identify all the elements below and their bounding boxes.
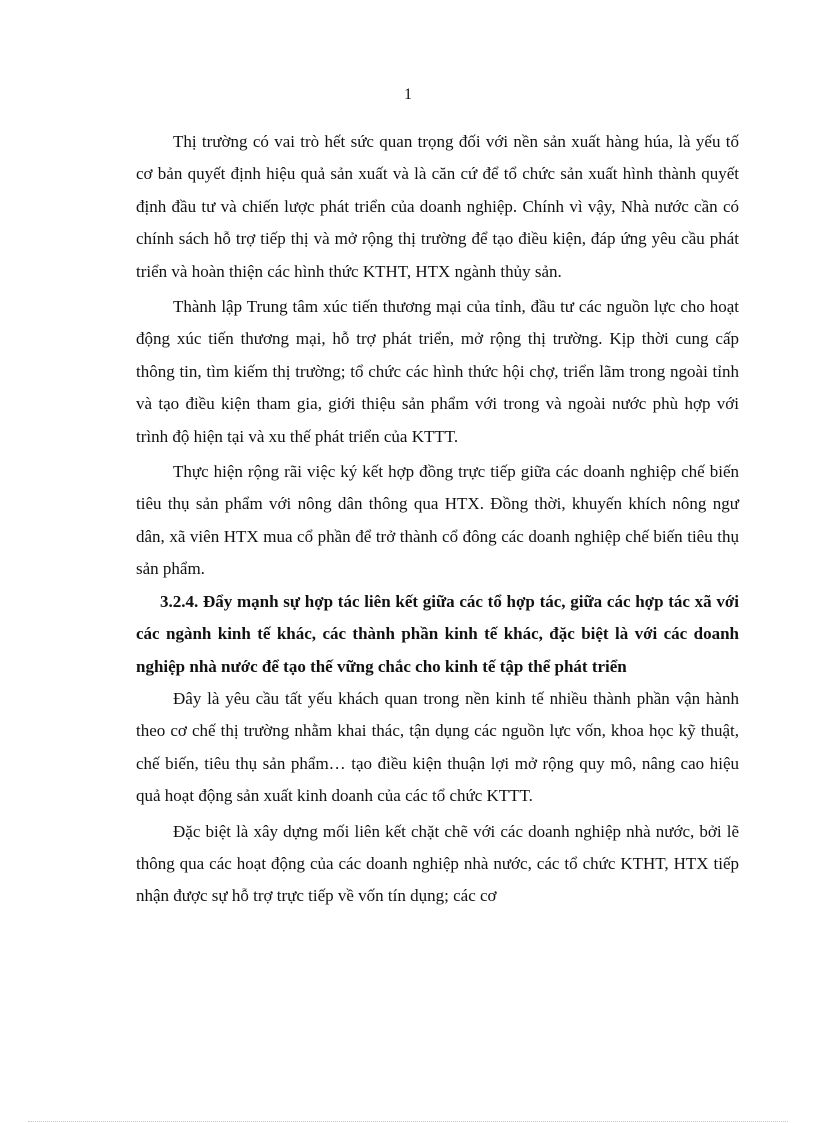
paragraph-trade-promotion: Thành lập Trung tâm xúc tiến thương mại của tỉnh, đầu tư các nguồn lực cho hoạt động xúc tiến thương mại, hỗ trợ phát triển, mở rộng thị trường. Kịp thời cung cấp thông tin, tìm kiếm thị trường; tổ chức các hình thức hội chợ, triển lãm trong ngoài tỉnh và tạo điều kiện tham gia, giới thiệu sản phẩm với trong và ngoài nước phù hợp với trình độ hiện tại và xu thế phát triển của KTTT.	[136, 297, 739, 446]
section-heading-3-2-4: 3.2.4. Đẩy mạnh sự hợp tác liên kết giữa các tổ hợp tác, giữa các hợp tác xã với các ngành kinh tế khác, các thành phần kinh tế khác, đặc biệt là với các doanh nghiệp nhà nước để tạo thế vững chắc cho kinh tế tập thể phát triển	[136, 591, 739, 676]
paragraph-market-role: Thị trường có vai trò hết sức quan trọng đối với nền sản xuất hàng húa, là yếu tố cơ bản quyết định hiệu quả sản xuất và là căn cứ để tổ chức sản xuất hình thành quyết định đầu tư và chiến lược phát triển của doanh nghiệp. Chính vì vậy, Nhà nước cần có chính sách hỗ trợ tiếp thị và mở rộng thị trường để tạo điều kiện, đáp ứng yêu cầu phát triển và hoàn thiện các hình thức KTHT, HTX ngành thủy sản.	[136, 132, 739, 281]
document-body	[136, 126, 739, 913]
paragraph-objective-requirement: Đây là yêu cầu tất yếu khách quan trong nền kinh tế nhiều thành phần vận hành theo cơ chế thị trường nhằm khai thác, tận dụng các nguồn lực vốn, khoa học kỹ thuật, chế biến, tiêu thụ sản phẩm… tạo điều kiện thuận lợi mở rộng quy mô, nâng cao hiệu quả hoạt động sản xuất kinh doanh của các tổ chức KTTT.	[136, 688, 739, 806]
page-bottom-divider	[28, 1121, 788, 1122]
paragraph-state-enterprise-links: Đặc biệt là xây dựng mối liên kết chặt chẽ với các doanh nghiệp nhà nước, bởi lẽ thông qua các hoạt động của các doanh nghiệp nhà nước, các tổ chức KTHT, HTX tiếp nhận được sự hỗ trợ trực tiếp về vốn tín dụng; các cơ	[136, 821, 739, 906]
paragraph-contract-signing: Thực hiện rộng rãi việc ký kết hợp đồng trực tiếp giữa các doanh nghiệp chế biến tiêu thụ sản phẩm với nông dân thông qua HTX. Đồng thời, khuyến khích nông ngư dân, xã viên HTX mua cổ phần để trở thành cổ đông các doanh nghiệp chế biến tiêu thụ sản phẩm.	[136, 462, 739, 579]
page-number: 1	[404, 86, 412, 103]
